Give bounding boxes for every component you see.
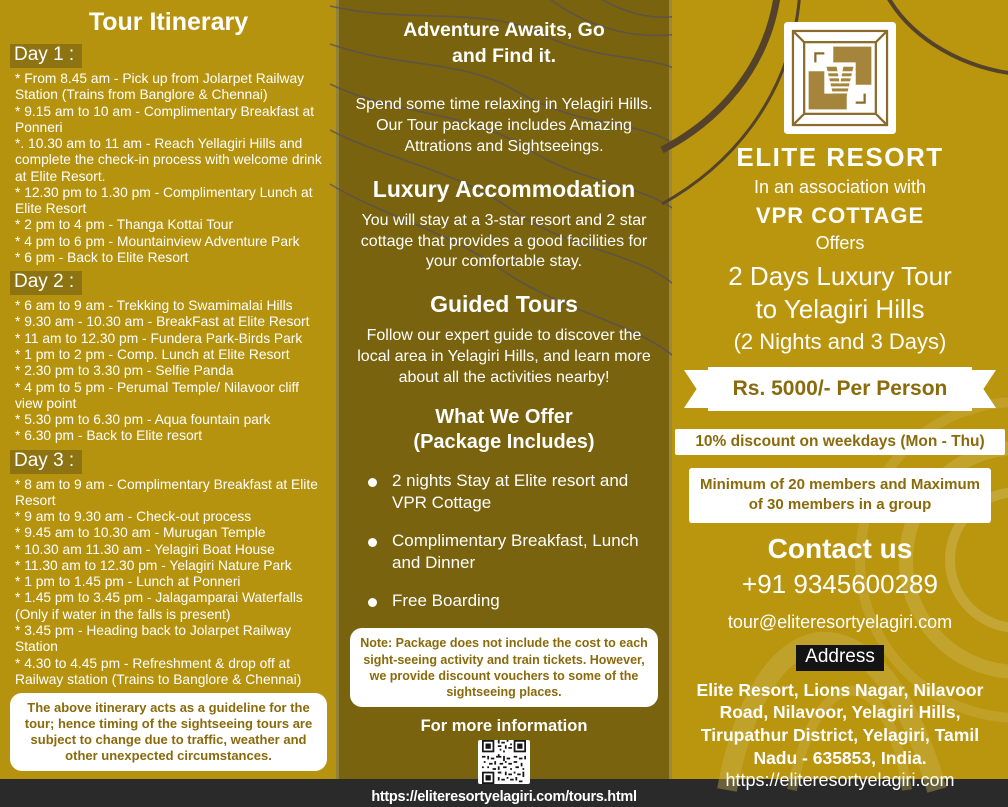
day-3-label: Day 3 : bbox=[10, 450, 82, 474]
itinerary-item: * 5.30 pm to 6.30 pm - Aqua fountain park bbox=[15, 412, 271, 428]
itinerary-item: * From 8.45 am - Pick up from Jolarpet Railway Station (Trains from Banglore & Chennai) bbox=[15, 71, 305, 103]
itinerary-item: * 6 am to 9 am - Trekking to Swamimalai Hills bbox=[15, 298, 293, 314]
itinerary-item: * 6 pm - Back to Elite Resort bbox=[15, 249, 189, 265]
discount-banner: 10% discount on weekdays (Mon - Thu) bbox=[675, 429, 1005, 455]
day-1-label: Day 1 : bbox=[10, 44, 82, 68]
itinerary-item: * 6.30 pm - Back to Elite resort bbox=[15, 428, 203, 444]
offers-label: Offers bbox=[815, 233, 865, 253]
itinerary-item: * 11 am to 12.30 pm - Fundera Park-Birds Park bbox=[15, 330, 303, 346]
package-item: Complimentary Breakfast, Lunch and Dinner bbox=[356, 530, 658, 574]
itinerary-item: * 4.30 to 4.45 pm - Refreshment & drop off at Railway station (Trains to Banglore & Chennai) bbox=[15, 655, 302, 687]
itinerary-item: * 9 am to 9.30 am - Check-out process bbox=[15, 509, 252, 525]
package-includes-list bbox=[356, 470, 658, 628]
day-3-items bbox=[10, 477, 327, 688]
itinerary-panel bbox=[0, 0, 336, 779]
itinerary-item: * 12.30 pm to 1.30 pm - Complimentary Lunch at Elite Resort bbox=[15, 184, 313, 217]
day-2-label: Day 2 : bbox=[10, 271, 82, 295]
itinerary-item: * 9.15 am to 10 am - Complimentary Breakfast at Ponneri bbox=[15, 103, 315, 135]
qr-code-icon[interactable] bbox=[478, 740, 530, 784]
accommodation-heading: Luxury Accommodation bbox=[372, 175, 636, 202]
partner-name: VPR COTTAGE bbox=[755, 203, 925, 228]
accommodation-text: You will stay at a 3-star resort and 2 star cottage that provides a good facilities for your comfortable stay. bbox=[360, 211, 648, 271]
guided-tours-heading: Guided Tours bbox=[430, 291, 578, 318]
itinerary-item: * 9.30 am - 10.30 am - BreakFast at Elite Resort bbox=[15, 314, 310, 330]
itinerary-item: * 4 pm to 6 pm - Mountainview Adventure Park bbox=[15, 233, 300, 249]
day-2-items bbox=[10, 298, 327, 444]
details-content bbox=[336, 0, 672, 806]
details-panel bbox=[336, 0, 672, 806]
brand-name: ELITE RESORT bbox=[736, 142, 944, 172]
association-text: In an association with bbox=[753, 177, 927, 197]
website-url-link[interactable]: https://eliteresortyelagiri.com bbox=[725, 769, 955, 790]
email-address[interactable]: tour@eliteresortyelagiri.com bbox=[727, 611, 953, 632]
address-text: Elite Resort, Lions Nagar, Nilavoor Road, Nilavoor, Yelagiri Hills, Tirupathur District, Yelagiri, Tamil Nadu - 635853, India. bbox=[696, 679, 984, 768]
itinerary-disclaimer: The above itinerary acts as a guideline for the tour; hence timing of the sightseeing tours are subject to change due to traffic, weather and other unexpected circumstances. bbox=[10, 693, 327, 771]
package-item: Free Boarding bbox=[356, 590, 658, 612]
hero-text: Spend some time relaxing in Yelagiri Hills. Our Tour package includes Amazing Attrations and Sightseeings. bbox=[355, 96, 653, 156]
tours-url-link[interactable]: https://eliteresortyelagiri.com/tours.html bbox=[371, 789, 637, 806]
offer-content bbox=[672, 0, 1008, 790]
itinerary-content bbox=[0, 0, 336, 779]
itinerary-item: * 2.30 pm to 3.30 pm - Selfie Panda bbox=[15, 363, 234, 379]
itinerary-item: * 10.30 am 11.30 am - Yelagiri Boat House bbox=[15, 541, 275, 557]
itinerary-item: * 1 pm to 2 pm - Comp. Lunch at Elite Resort bbox=[15, 346, 290, 362]
more-info-label: For more information bbox=[420, 717, 588, 736]
itinerary-item: * 2 pm to 4 pm - Thanga Kottai Tour bbox=[15, 217, 234, 233]
package-item: 2 nights Stay at Elite resort and VPR Cottage bbox=[356, 470, 658, 514]
price-ribbon bbox=[684, 367, 996, 411]
offer-panel bbox=[672, 0, 1008, 790]
hero-title: Adventure Awaits, Go and Find it. bbox=[403, 19, 605, 67]
itinerary-item: * 1 pm to 1.45 pm - Lunch at Ponneri bbox=[15, 574, 241, 590]
group-limit-box: Minimum of 20 members and Maximum of 30 members in a group bbox=[689, 468, 991, 523]
itinerary-title: Tour Itinerary bbox=[88, 8, 249, 36]
itinerary-item: * 1.45 pm to 3.45 pm - Jalagamparai Waterfalls (Only if water in the falls is present) bbox=[15, 590, 303, 622]
itinerary-item: * 11.30 am to 12.30 pm - Yelagiri Nature Park bbox=[15, 557, 292, 573]
tour-title: 2 Days Luxury Tour to Yelagiri Hills bbox=[728, 261, 952, 324]
package-includes-heading: What We Offer (Package Includes) bbox=[413, 405, 595, 454]
tour-duration: (2 Nights and 3 Days) bbox=[733, 329, 947, 354]
itinerary-item: * 3.45 pm - Heading back to Jolarpet Railway Station bbox=[15, 622, 292, 655]
package-note: Note: Package does not include the cost to each sight-seeing activity and train tickets. However, we provide discount vouchers to some of the sightseeing places. bbox=[350, 628, 658, 707]
price-text: Rs. 5000/- Per Person bbox=[708, 367, 972, 411]
elite-resort-vpr-logo-icon bbox=[784, 22, 896, 134]
guided-tours-text: Follow our expert guide to discover the local area in Yelagiri Hills, and learn more about all the activities nearby! bbox=[357, 327, 651, 386]
contact-heading: Contact us bbox=[767, 532, 913, 564]
day-1-items bbox=[10, 71, 327, 266]
phone-number[interactable]: +91 9345600289 bbox=[742, 568, 938, 599]
itinerary-item: * 4 pm to 5 pm - Perumal Temple/ Nilavoor cliff view point bbox=[15, 379, 299, 411]
address-label-chip: Address bbox=[796, 645, 884, 671]
itinerary-item: *. 10.30 am to 11 am - Reach Yellagiri Hills and complete the check-in process with welcome drink at Elite Resort. bbox=[15, 136, 322, 184]
itinerary-item: * 9.45 am to 10.30 am - Murugan Temple bbox=[15, 525, 266, 541]
itinerary-item: * 8 am to 9 am - Complimentary Breakfast at Elite Resort bbox=[15, 476, 318, 508]
